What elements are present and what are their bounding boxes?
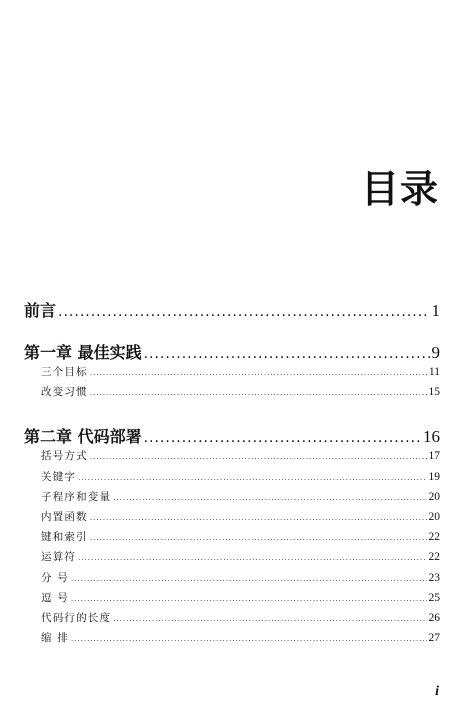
toc-entry-label: 子程序和变量 — [41, 490, 112, 503]
toc-entry-section[interactable] — [24, 590, 440, 610]
toc-entry-preface[interactable] — [24, 298, 440, 320]
toc-page-number: 22 — [428, 531, 440, 544]
toc-entry-section[interactable] — [24, 448, 440, 468]
dot-leader — [71, 575, 427, 583]
toc-entry-label: 运算符 — [41, 551, 77, 564]
dot-leader — [90, 514, 427, 522]
dot-leader — [90, 453, 427, 461]
toc-page-number: 19 — [428, 470, 440, 483]
toc-page-number: 16 — [423, 427, 440, 447]
toc-entry-label: 第一章 最佳实践 — [24, 343, 142, 362]
toc-entry-label: 前言 — [24, 301, 57, 320]
toc-page-number: 20 — [428, 490, 440, 503]
toc-entry-label: 代码行的长度 — [41, 611, 112, 624]
dot-leader — [144, 430, 421, 446]
toc-entry-label: 键和索引 — [41, 531, 88, 544]
dot-leader — [90, 369, 427, 377]
toc-entry-label: 三个目标 — [41, 366, 88, 378]
toc-page-number: 17 — [428, 450, 440, 463]
dot-leader — [90, 389, 427, 397]
table-of-contents — [24, 298, 440, 650]
dot-leader — [71, 595, 427, 603]
toc-page-number: 9 — [431, 343, 440, 362]
toc-entry-section[interactable] — [24, 509, 440, 529]
toc-entry-section[interactable] — [24, 364, 440, 384]
toc-page-number: 26 — [428, 611, 440, 624]
toc-entry-section[interactable] — [24, 384, 440, 404]
toc-page-number: 20 — [428, 510, 440, 523]
dot-leader — [71, 635, 427, 643]
dot-leader — [78, 474, 426, 482]
dot-leader — [113, 494, 426, 502]
toc-entry-label: 内置函数 — [41, 510, 88, 523]
toc-page-number: 25 — [428, 591, 440, 604]
toc-entry-label: 逗 号 — [41, 591, 69, 604]
toc-page-number: 15 — [428, 386, 440, 399]
toc-entry-section[interactable] — [24, 570, 440, 590]
toc-page-number: 22 — [428, 551, 440, 564]
toc-entry-section[interactable] — [24, 529, 440, 549]
page-title: 目录 — [360, 167, 439, 211]
toc-entry-chapter-2[interactable] — [24, 424, 440, 446]
dot-leader — [78, 554, 426, 562]
folio-page-number: i — [435, 684, 439, 699]
toc-page-number: 11 — [428, 366, 440, 378]
toc-entry-label: 缩 排 — [41, 632, 69, 645]
toc-page-number: 1 — [431, 301, 440, 320]
toc-entry-label: 改变习惯 — [41, 386, 88, 399]
toc-entry-label: 第二章 代码部署 — [24, 427, 142, 447]
toc-page-number: 23 — [428, 571, 440, 584]
dot-leader — [113, 615, 426, 623]
dot-leader — [58, 304, 429, 320]
toc-entry-label: 括号方式 — [41, 450, 88, 463]
toc-page-number: 27 — [428, 632, 440, 645]
dot-leader — [144, 346, 430, 362]
toc-entry-section[interactable] — [24, 610, 440, 630]
toc-entry-label: 分 号 — [41, 571, 69, 584]
toc-entry-chapter-1[interactable] — [24, 340, 440, 362]
toc-entry-section[interactable] — [24, 469, 440, 489]
toc-entry-section[interactable] — [24, 630, 440, 650]
toc-entry-section[interactable] — [24, 489, 440, 509]
toc-entry-section[interactable] — [24, 549, 440, 569]
dot-leader — [90, 534, 427, 542]
toc-entry-label: 关键字 — [41, 470, 77, 483]
